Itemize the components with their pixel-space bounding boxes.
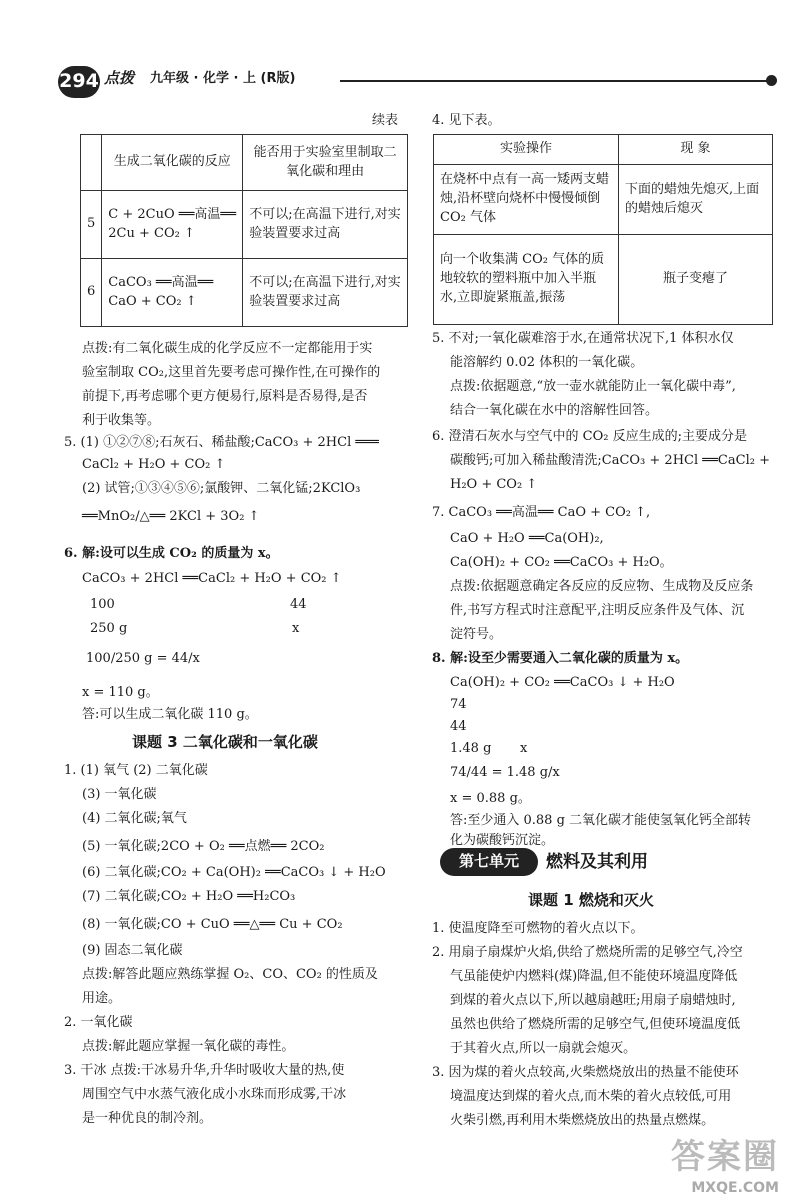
answer-line: 6. 解:设可以生成 CO₂ 的质量为 x。 — [64, 546, 279, 561]
answer-line: (4) 二氧化碳;氧气 — [82, 811, 187, 826]
answer-line: 5. 不对;一氧化碳难溶于水,在通常状况下,1 体积水仅 — [432, 331, 734, 346]
row-result: 瓶子变瘪了 — [619, 235, 773, 325]
answer-line: (6) 二氧化碳;CO₂ + Ca(OH)₂ ══CaCO₃ ↓ + H₂O — [82, 865, 386, 880]
row-reason: 不可以;在高温下进行,对实验装置要求过高 — [243, 191, 408, 259]
watermark-logo: 答案圈 — [671, 1136, 779, 1177]
answer-line: 虽然也供给了燃烧所需的足够空气,但使环境温度低 — [450, 1017, 741, 1032]
answer-line: 5. (1) ①②⑦⑧;石灰石、稀盐酸;CaCO₃ + 2HCl ═══ — [64, 435, 379, 450]
header-rule — [340, 80, 770, 82]
answer-line: x = 0.88 g。 — [450, 791, 531, 806]
right-table — [433, 134, 773, 325]
header-dot — [766, 75, 777, 86]
answer-line: 到煤的着火点以下,所以越扇越旺;用扇子扇蜡烛时, — [450, 993, 736, 1008]
continued-label: 续表 — [372, 113, 399, 128]
hint-line: 点拨:解此题应掌握一氧化碳的毒性。 — [82, 1039, 295, 1054]
table-head-operation: 实验操作 — [434, 135, 619, 165]
answer-line: 2. 一氧化碳 — [64, 1015, 133, 1030]
row-operation: 在烧杯中点有一高一矮两支蜡烛,沿杯壁向烧杯中慢慢倾倒 CO₂ 气体 — [434, 165, 619, 235]
proportion: 100/250 g = 44/x — [86, 651, 200, 666]
row-number: 5 — [81, 191, 102, 259]
mass-value: 100 — [90, 597, 115, 612]
page-number: 294 — [58, 66, 100, 98]
answer-line: 是一种优良的制冷剂。 — [82, 1111, 213, 1126]
hint-line: 点拨:有二氧化碳生成的化学反应不一定都能用于实 — [82, 341, 373, 356]
row-reaction: C + 2CuO ══高温══ 2Cu + CO₂ ↑ — [102, 191, 243, 259]
hint-line: 点拨:依据题意确定各反应的反应物、生成物及反应条 — [450, 579, 754, 594]
proportion: 74/44 = 1.48 g/x — [450, 765, 560, 780]
mass-value: 1.48 g — [450, 741, 492, 756]
hint-line: 利于收集等。 — [82, 413, 161, 428]
hint-line: 用途。 — [82, 991, 122, 1006]
answer-line: 1. 使温度降至可燃物的着火点以下。 — [432, 921, 644, 936]
book-title: 九年级 · 化学 · 上 (R版) — [150, 71, 296, 86]
row-number: 6 — [81, 259, 102, 327]
equation-line: CaCO₃ + 2HCl ══CaCl₂ + H₂O + CO₂ ↑ — [82, 571, 342, 586]
answer-line: 8. 解:设至少需要通入二氧化碳的质量为 x。 — [432, 651, 689, 666]
mass-value: 74 — [450, 697, 467, 712]
answer-line: (5) 一氧化碳;2CO + O₂ ══点燃══ 2CO₂ — [82, 839, 325, 854]
left-table — [80, 134, 408, 327]
table-row — [81, 191, 408, 259]
table-head-reason: 能否用于实验室里制取二氧化碳和理由 — [243, 135, 408, 191]
hint-line: 点拨:解答此题应熟练掌握 O₂、CO、CO₂ 的性质及 — [82, 967, 378, 982]
equation-line: Ca(OH)₂ + CO₂ ══CaCO₃ + H₂O。 — [450, 555, 673, 570]
table-row — [81, 259, 408, 327]
answer-line: (8) 一氧化碳;CO + CuO ══△══ Cu + CO₂ — [82, 917, 343, 932]
hint-line: 验室制取 CO₂,这里首先要考虑可操作性,在可操作的 — [82, 365, 381, 380]
answer-line: 3. 因为煤的着火点较高,火柴燃烧放出的热量不能使环 — [432, 1065, 739, 1080]
section-title: 课题 3 二氧化碳和一氧化碳 — [132, 733, 318, 751]
answer-line: 化为碳酸钙沉淀。 — [450, 833, 555, 848]
table-head-reaction: 生成二氧化碳的反应 — [102, 135, 243, 191]
mass-value: x — [520, 741, 528, 756]
answer-line: (7) 二氧化碳;CO₂ + H₂O ══H₂CO₃ — [82, 889, 296, 904]
answer-line: 3. 干冰 点拨:干冰易升华,升华时吸收大量的热,使 — [64, 1063, 345, 1078]
answer-line: 1. (1) 氧气 (2) 二氧化碳 — [64, 763, 208, 778]
table-head-result: 现 象 — [619, 135, 773, 165]
watermark-site: MXQE.COM — [691, 1179, 779, 1196]
answer-line: 碳酸钙;可加入稀盐酸清洗;CaCO₃ + 2HCl ══CaCl₂ + — [450, 453, 770, 468]
answer-line: 2. 用扇子扇煤炉火焰,供给了燃烧所需的足够空气,冷空 — [432, 945, 743, 960]
mass-value: x — [292, 621, 300, 636]
answer-line: (2) 试管;①③④⑤⑥;氯酸钾、二氧化锰;2KClO₃ — [82, 481, 361, 496]
equation-line: CaO + H₂O ══Ca(OH)₂, — [450, 531, 604, 546]
section-title: 课题 1 燃烧和灭火 — [528, 891, 654, 909]
row-reason: 不可以;在高温下进行,对实验装置要求过高 — [243, 259, 408, 327]
hint-line: 结合一氧化碳在水中的溶解性回答。 — [450, 403, 659, 418]
hint-line: 点拨:依据题意,“放一壶水就能防止一氧化碳中毒”, — [450, 379, 736, 394]
row-reaction: CaCO₃ ══高温══ CaO + CO₂ ↑ — [102, 259, 243, 327]
table-row — [434, 165, 773, 235]
answer-line: 6. 澄清石灰水与空气中的 CO₂ 反应生成的;主要成分是 — [432, 429, 747, 444]
answer-line: 境温度达到煤的着火点,而木柴的着火点较低,可用 — [450, 1089, 732, 1104]
answer-line: 于其着火点,所以一扇就会熄灭。 — [450, 1041, 637, 1056]
table-corner — [81, 135, 102, 191]
answer-line: x = 110 g。 — [82, 685, 159, 700]
answer-line: 气虽能使炉内燃料(煤)降温,但不能使环境温度降低 — [450, 969, 738, 984]
answer-line: 火柴引燃,再利用木柴燃烧放出的热量点燃煤。 — [450, 1113, 715, 1128]
answer-line: 能溶解约 0.02 体积的一氧化碳。 — [450, 355, 644, 370]
answer-line: H₂O + CO₂ ↑ — [450, 477, 538, 492]
mass-value: 250 g — [90, 621, 128, 636]
hint-line: 前提下,再考虑哪个更方便易行,原料是否易得,是否 — [82, 389, 368, 404]
table-row — [434, 235, 773, 325]
unit-title: 燃料及其利用 — [546, 852, 648, 872]
unit-badge: 第七单元 — [440, 848, 538, 876]
hint-line: 淀符号。 — [450, 627, 503, 642]
mass-value: 44 — [450, 719, 467, 734]
answer-line: CaCl₂ + H₂O + CO₂ ↑ — [82, 457, 226, 472]
answer-line: ══MnO₂/△══ 2KCl + 3O₂ ↑ — [82, 509, 260, 524]
mass-value: 44 — [290, 597, 307, 612]
answer-line: (3) 一氧化碳 — [82, 787, 157, 802]
hint-line: 件,书写方程式时注意配平,注明反应条件及气体、沉 — [450, 603, 745, 618]
equation-line: Ca(OH)₂ + CO₂ ══CaCO₃ ↓ + H₂O — [450, 675, 675, 690]
row-operation: 向一个收集满 CO₂ 气体的质地较软的塑料瓶中加入半瓶水,立即旋紧瓶盖,振荡 — [434, 235, 619, 325]
answer-line: 答:可以生成二氧化碳 110 g。 — [82, 707, 258, 722]
book-brand: 点拨 — [104, 69, 135, 87]
answer-line: 4. 见下表。 — [432, 113, 501, 128]
answer-line: 答:至少通入 0.88 g 二氧化碳才能使氢氧化钙全部转 — [450, 813, 752, 828]
answer-line: (9) 固态二氧化碳 — [82, 943, 183, 958]
row-result: 下面的蜡烛先熄灭,上面的蜡烛后熄灭 — [619, 165, 773, 235]
equation-line: 7. CaCO₃ ══高温══ CaO + CO₂ ↑, — [432, 505, 651, 520]
answer-line: 周围空气中水蒸气液化成小水珠而形成雾,干冰 — [82, 1087, 347, 1102]
